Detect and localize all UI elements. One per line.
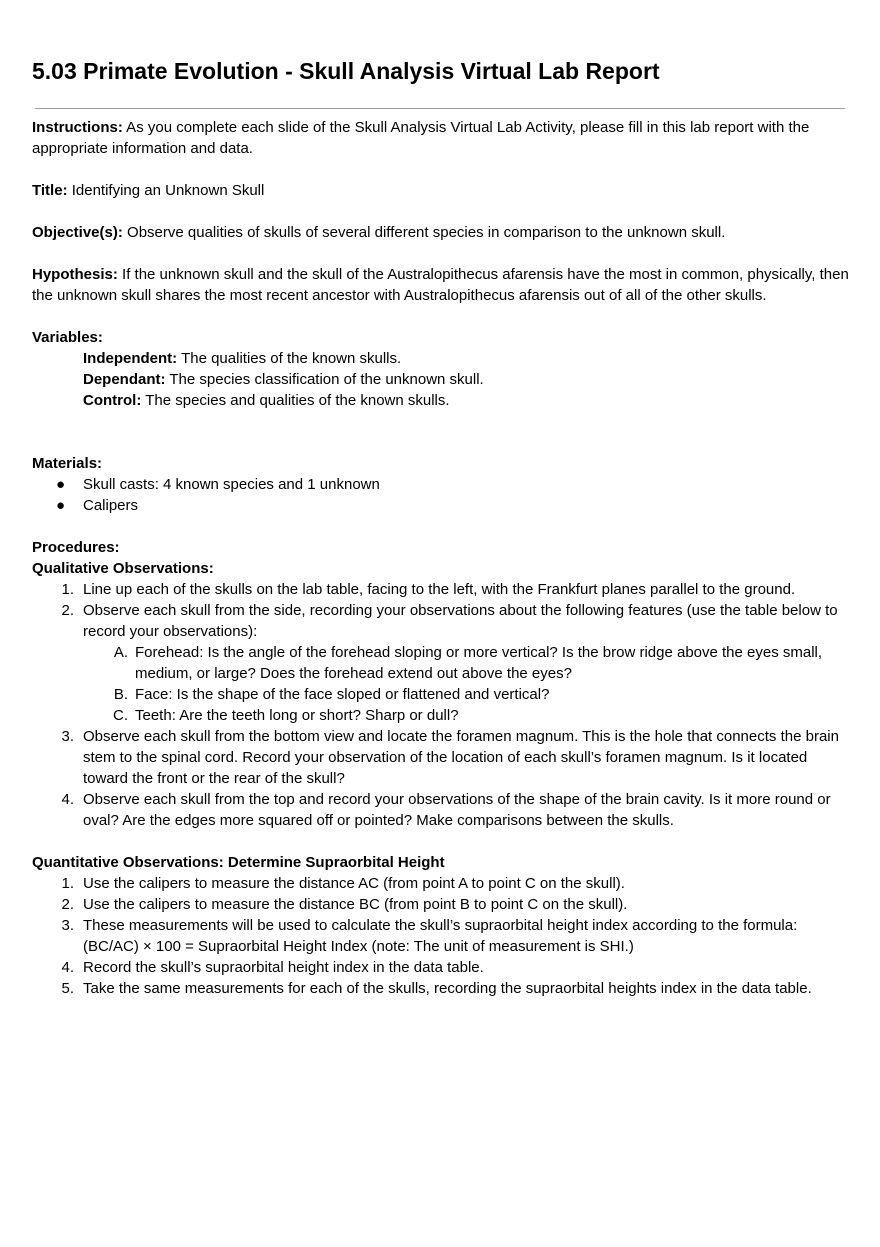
list-item: 4. Observe each skull from the top and record your observations of the shape of the brain cavity. Is it more round or oval? Are the edges more squared off or pointed? Make comparisons between the skulls. (61, 791, 831, 829)
horizontal-divider (35, 108, 845, 109)
title-label: Title: (32, 182, 68, 199)
list-item: ● Calipers (56, 497, 139, 514)
materials-heading: Materials: (32, 455, 103, 472)
list-item: 5. Take the same measurements for each of the skulls, recording the supraorbital heights index in the data table. (61, 980, 812, 997)
bullet-icon: ● (56, 497, 66, 514)
hypothesis-paragraph (32, 264, 852, 306)
title-text: Identifying an Unknown Skull (67, 182, 265, 199)
list-item: 3. These measurements will be used to calculate the skull’s supraorbital height index according to the formula: (BC/AC) × 100 = Supraorbital Height Index (note: The unit of measurement is SHI.) (61, 917, 798, 955)
instructions-label: Instructions: (32, 119, 123, 136)
variable-independent: Independent: The qualities of the known skulls. (83, 350, 402, 367)
instructions-paragraph (32, 117, 852, 159)
qualitative-steps (32, 579, 852, 831)
variable-control: Control: The species and qualities of the known skulls. (83, 392, 450, 409)
qualitative-heading: Qualitative Observations: (32, 560, 214, 577)
quantitative-heading: Quantitative Observations: Determine Supraorbital Height (32, 854, 445, 871)
list-item: C. Teeth: Are the teeth long or short? Sharp or dull? (113, 707, 459, 724)
instructions-text: As you complete each slide of the Skull Analysis Virtual Lab Activity, please fill in this lab report with the appropriate information and data. (32, 119, 810, 157)
procedures-heading: Procedures: (32, 539, 120, 556)
list-item: 2. Use the calipers to measure the distance BC (from point B to point C on the skull). (61, 896, 628, 913)
objective-paragraph (32, 222, 852, 243)
report-body (32, 117, 852, 999)
document-title: 5.03 Primate Evolution - Skull Analysis Virtual Lab Report (32, 58, 660, 84)
objective-label: Objective(s): (32, 224, 123, 241)
list-item: 3. Observe each skull from the bottom view and locate the foramen magnum. This is the hole that connects the brain stem to the spinal cord. Record your observation of the location of each skull’s foramen magnum. Is it located toward the front or the rear of the skull? (61, 728, 839, 787)
list-item: 2. Observe each skull from the side, recording your observations about the following features (use the table below to record your observations): A. Forehead: Is the angle of the forehead sloping or more vertical? Is the brow ridge above the eyes small, medium, or large? Does the forehead extend out above the eyes? B. Face: Is the shape of the face sloped or flattened and vertical? C. Teeth: Are the teeth long or short? Sharp or dull? (32, 600, 852, 726)
materials-list (32, 474, 852, 516)
bullet-icon: ● (56, 476, 66, 493)
list-item: 1. Line up each of the skulls on the lab table, facing to the left, with the Frankfurt planes parallel to the ground. (61, 581, 796, 598)
list-item: B. Face: Is the shape of the face sloped or flattened and vertical? (113, 686, 550, 703)
quantitative-steps (32, 873, 852, 999)
variable-dependant: Dependant: The species classification of the unknown skull. (83, 371, 484, 388)
hypothesis-label: Hypothesis: (32, 266, 118, 283)
title-paragraph (32, 180, 852, 201)
list-item: A. Forehead: Is the angle of the forehead sloping or more vertical? Is the brow ridge above the eyes small, medium, or large? Does the forehead extend out above the eyes? (113, 644, 823, 682)
objective-text: Observe qualities of skulls of several different species in comparison to the unknown skull. (122, 224, 726, 241)
sub-steps (83, 642, 852, 726)
hypothesis-text: If the unknown skull and the skull of the Australopithecus afarensis have the most in common, physically, then the unknown skull shares the most recent ancestor with Australopithecus afarensis out of all of the other skulls. (32, 266, 849, 304)
list-item: 1. Use the calipers to measure the distance AC (from point A to point C on the skull). (61, 875, 625, 892)
list-item: ● Skull casts: 4 known species and 1 unknown (56, 476, 380, 493)
list-item: 4. Record the skull’s supraorbital height index in the data table. (61, 959, 484, 976)
variables-heading: Variables: (32, 329, 103, 346)
